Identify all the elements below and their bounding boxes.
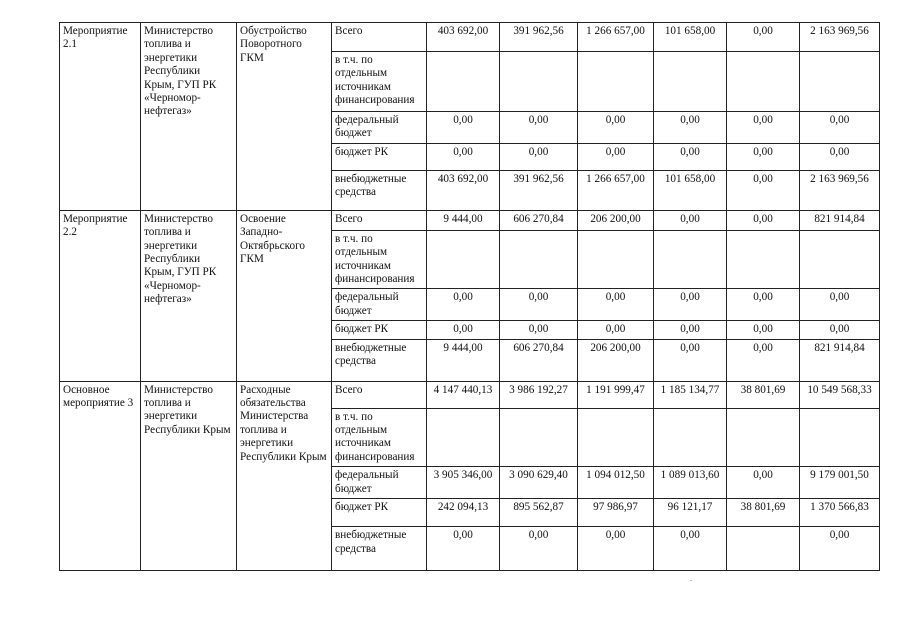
value-cell: 1 094 012,50 (578, 467, 654, 499)
value-cell: 242 094,13 (427, 499, 500, 527)
executor-cell: Министерство топлива и энергетики Республики Крым, ГУП РК «Черномор-нефтегаз» (141, 23, 237, 211)
value-cell (727, 230, 800, 289)
value-cell: 0,00 (654, 210, 727, 230)
event-cell: Мероприятие 2.2 (60, 210, 141, 381)
value-cell: 0,00 (727, 467, 800, 499)
source-cell: внебюджетные средства (332, 527, 427, 571)
value-cell (578, 52, 654, 112)
value-cell: 0,00 (654, 527, 727, 571)
value-cell: 0,00 (800, 289, 880, 321)
value-cell: 0,00 (727, 170, 800, 210)
source-cell: в т.ч. по отдельным источникам финансирования (332, 408, 427, 467)
object-cell: Обустройство Поворотного ГКМ (237, 23, 332, 211)
value-cell: 1 185 134,77 (654, 381, 727, 408)
value-cell (427, 408, 500, 467)
value-cell: 206 200,00 (578, 210, 654, 230)
executor-cell: Министерство топлива и энергетики Республики Крым, ГУП РК «Черномор-нефтегаз» (141, 210, 237, 381)
value-cell (654, 52, 727, 112)
table-row (60, 210, 880, 230)
value-cell: 4 147 440,13 (427, 381, 500, 408)
value-cell: 0,00 (578, 289, 654, 321)
source-cell: Всего (332, 210, 427, 230)
value-cell: 0,00 (727, 23, 800, 52)
value-cell: 821 914,84 (800, 339, 880, 381)
value-cell: 0,00 (500, 289, 578, 321)
value-cell (727, 527, 800, 571)
value-cell (800, 230, 880, 289)
value-cell: 101 658,00 (654, 23, 727, 52)
value-cell: 403 692,00 (427, 170, 500, 210)
value-cell: 0,00 (578, 112, 654, 144)
value-cell: 0,00 (500, 112, 578, 144)
value-cell: 0,00 (800, 321, 880, 339)
source-cell: федеральный бюджет (332, 289, 427, 321)
value-cell (654, 408, 727, 467)
value-cell: 9 444,00 (427, 339, 500, 381)
value-cell: 0,00 (578, 321, 654, 339)
value-cell: 9 444,00 (427, 210, 500, 230)
value-cell: 38 801,69 (727, 381, 800, 408)
source-cell: бюджет РК (332, 321, 427, 339)
object-cell: Освоение Западно-Октябрьского ГКМ (237, 210, 332, 381)
value-cell: 0,00 (654, 112, 727, 144)
value-cell: 0,00 (800, 143, 880, 170)
source-cell: в т.ч. по отдельным источникам финансирования (332, 52, 427, 112)
value-cell: 0,00 (727, 210, 800, 230)
value-cell: 0,00 (800, 527, 880, 571)
value-cell: 0,00 (500, 321, 578, 339)
value-cell: 9 179 001,50 (800, 467, 880, 499)
value-cell (427, 52, 500, 112)
budget-table (59, 22, 880, 571)
value-cell (727, 52, 800, 112)
value-cell: 1 191 999,47 (578, 381, 654, 408)
value-cell (578, 408, 654, 467)
source-cell: федеральный бюджет (332, 112, 427, 144)
value-cell: 3 986 192,27 (500, 381, 578, 408)
value-cell: 2 163 969,56 (800, 170, 880, 210)
value-cell: 38 801,69 (727, 499, 800, 527)
value-cell: 1 370 566,83 (800, 499, 880, 527)
source-cell: бюджет РК (332, 499, 427, 527)
scan-speck (690, 580, 692, 581)
value-cell: 0,00 (500, 527, 578, 571)
value-cell (727, 408, 800, 467)
value-cell: 0,00 (578, 527, 654, 571)
value-cell: 403 692,00 (427, 23, 500, 52)
source-cell: федеральный бюджет (332, 467, 427, 499)
value-cell: 0,00 (500, 143, 578, 170)
value-cell (654, 230, 727, 289)
value-cell: 3 090 629,40 (500, 467, 578, 499)
value-cell: 0,00 (654, 339, 727, 381)
table-row (60, 381, 880, 408)
value-cell: 1 089 013,60 (654, 467, 727, 499)
object-cell: Расходные обязательства Министерства топлива и энергетики Республики Крым (237, 381, 332, 571)
value-cell: 97 986,97 (578, 499, 654, 527)
value-cell: 0,00 (727, 289, 800, 321)
value-cell (800, 408, 880, 467)
value-cell (427, 230, 500, 289)
value-cell: 0,00 (427, 321, 500, 339)
value-cell: 96 121,17 (654, 499, 727, 527)
value-cell: 0,00 (427, 289, 500, 321)
value-cell: 2 163 969,56 (800, 23, 880, 52)
value-cell: 0,00 (427, 112, 500, 144)
source-cell: Всего (332, 23, 427, 52)
value-cell: 101 658,00 (654, 170, 727, 210)
value-cell: 206 200,00 (578, 339, 654, 381)
executor-cell: Министерство топлива и энергетики Республики Крым (141, 381, 237, 571)
source-cell: в т.ч. по отдельным источникам финансирования (332, 230, 427, 289)
value-cell: 0,00 (727, 321, 800, 339)
value-cell: 0,00 (800, 112, 880, 144)
value-cell: 606 270,84 (500, 210, 578, 230)
value-cell (578, 230, 654, 289)
source-cell: внебюджетные средства (332, 339, 427, 381)
value-cell: 0,00 (578, 143, 654, 170)
value-cell (800, 52, 880, 112)
value-cell: 0,00 (427, 527, 500, 571)
event-cell: Основное мероприятие 3 (60, 381, 141, 571)
value-cell: 606 270,84 (500, 339, 578, 381)
value-cell: 0,00 (727, 112, 800, 144)
source-cell: бюджет РК (332, 143, 427, 170)
value-cell: 895 562,87 (500, 499, 578, 527)
value-cell: 0,00 (654, 289, 727, 321)
value-cell: 0,00 (727, 143, 800, 170)
value-cell: 0,00 (427, 143, 500, 170)
value-cell: 1 266 657,00 (578, 170, 654, 210)
value-cell (500, 408, 578, 467)
value-cell: 391 962,56 (500, 23, 578, 52)
value-cell (500, 230, 578, 289)
value-cell: 0,00 (654, 143, 727, 170)
value-cell: 0,00 (727, 339, 800, 381)
value-cell (500, 52, 578, 112)
source-cell: внебюджетные средства (332, 170, 427, 210)
value-cell: 391 962,56 (500, 170, 578, 210)
value-cell: 3 905 346,00 (427, 467, 500, 499)
value-cell: 10 549 568,33 (800, 381, 880, 408)
value-cell: 821 914,84 (800, 210, 880, 230)
value-cell: 1 266 657,00 (578, 23, 654, 52)
value-cell: 0,00 (654, 321, 727, 339)
source-cell: Всего (332, 381, 427, 408)
event-cell: Мероприятие 2.1 (60, 23, 141, 211)
table-row (60, 23, 880, 52)
